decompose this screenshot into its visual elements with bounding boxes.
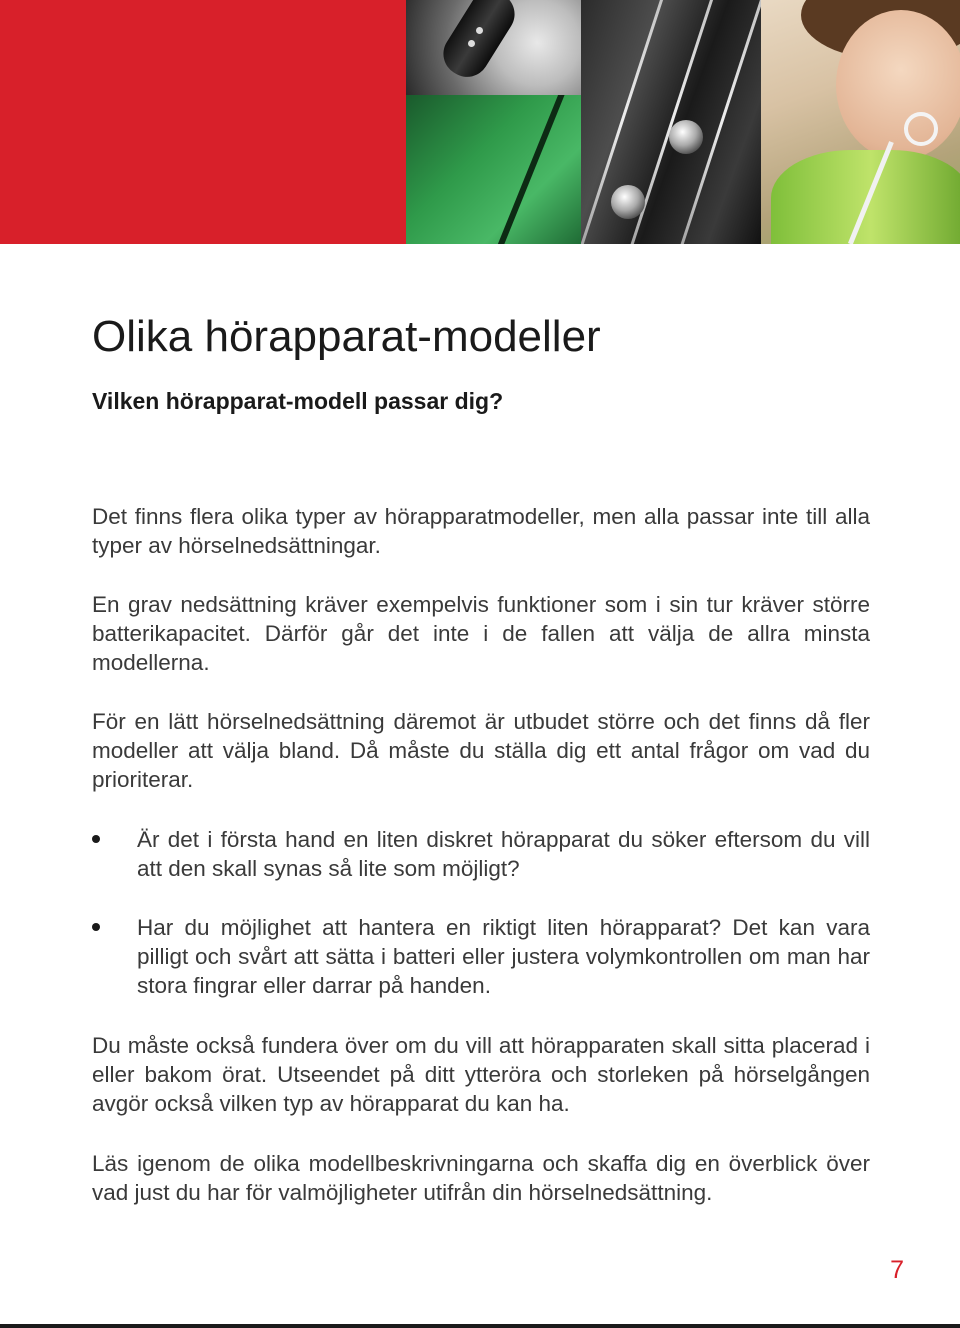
bullet-icon: [92, 835, 100, 843]
device-button-icon: [468, 40, 475, 47]
paragraph-severe-loss: En grav nedsättning kräver exempelvis funktioner som i sin tur kräver större batterikapacitet. Därför går det inte i de fallen att välja de allra minsta modellerna.: [92, 592, 870, 675]
red-color-block: [0, 0, 406, 244]
list-item-text: Är det i första hand en liten diskret hörapparat du söker eftersom du vill att den skall synas så lite som möjligt?: [137, 827, 870, 881]
guitar-peg: [611, 185, 645, 219]
list-item-text: Har du möjlighet att hantera en riktigt liten hörapparat? Det kan vara pilligt och svårt att sätta i batteri eller justera volymkontrollen om man har stora fingrar eller darrar på handen.: [137, 915, 870, 998]
leaf-vein: [489, 95, 569, 244]
bullet-icon: [92, 923, 100, 931]
page-number: 7: [890, 1256, 904, 1284]
page-title: Olika hörapparat-modeller: [92, 312, 601, 361]
child-face: [836, 10, 960, 160]
device-button-icon: [476, 27, 483, 34]
header-banner: [0, 0, 960, 244]
paragraph-placement: Du måste också fundera över om du vill att hörapparaten skall sitta placerad i eller bakom örat. Utseendet på ditt ytteröra och storleken på hörselgången avgör också vilken typ av hörapparat du kan ha.: [92, 1033, 870, 1116]
leaf-photo: [406, 95, 581, 244]
paragraph-read-descriptions: Läs igenom de olika modellbeskrivningarna och skaffa dig en överblick över vad just du har för valmöjligheter utifrån din hörselnedsättning.: [92, 1151, 870, 1205]
child-photo: [761, 0, 960, 244]
hearing-aid-device: [435, 0, 523, 85]
guitar-photo: [581, 0, 761, 244]
guitar-peg: [669, 120, 703, 154]
page-subtitle: Vilken hörapparat-modell passar dig?: [92, 388, 504, 414]
bottom-divider: [0, 1324, 960, 1328]
paragraph-intro: Det finns flera olika typer av hörapparatmodeller, men alla passar inte till alla typer av hörselnedsättningar.: [92, 504, 870, 558]
paragraph-mild-loss: För en lätt hörselnedsättning däremot är utbudet större och det finns då fler modeller att välja bland. Då måste du ställa dig ett antal frågor om vad du prioriterar.: [92, 709, 870, 792]
hearing-aid-photo: [406, 0, 581, 95]
bubble-wand-icon: [904, 112, 938, 146]
